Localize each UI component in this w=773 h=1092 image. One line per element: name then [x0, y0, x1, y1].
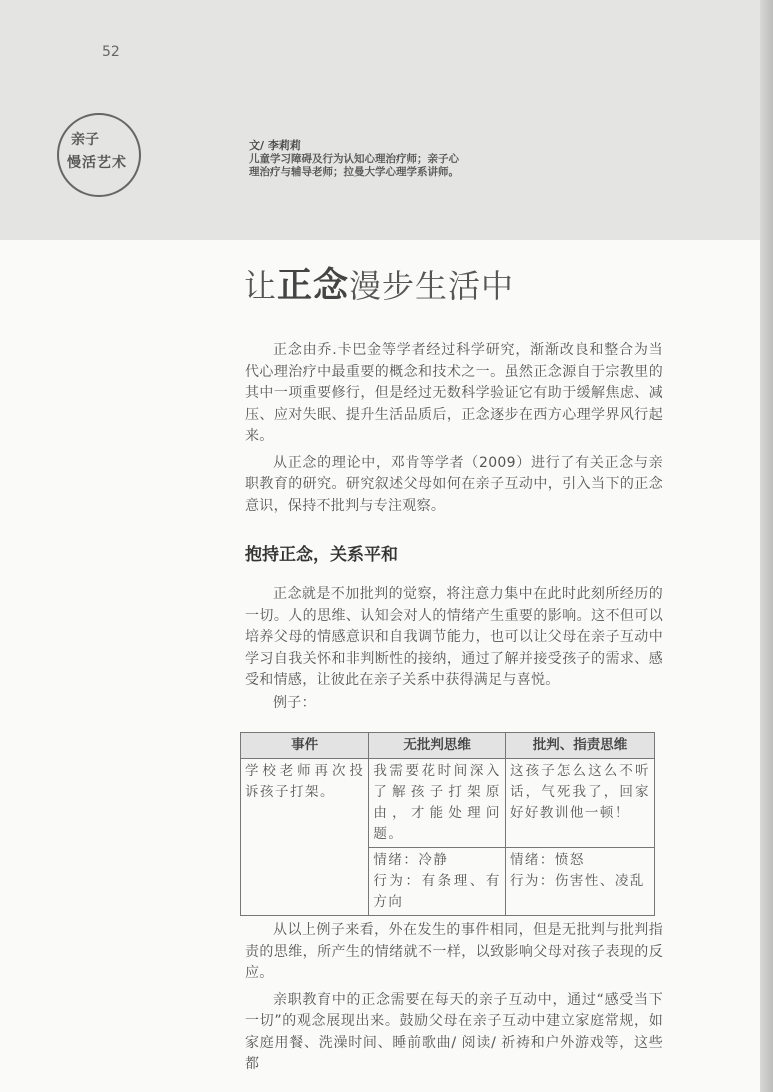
behavior: 行为：有条理、有方向 [373, 873, 501, 910]
behavior: 行为：伤害性、凌乱 [509, 873, 645, 889]
title-emphasis: 正念 [277, 266, 350, 306]
example-label: 例子： [273, 694, 316, 711]
paragraph: 正念就是不加批判的觉察，将注意力集中在此时此刻所经历的一切。人的思维、认知会对人的情绪产生重要的影响。这不但可以培养父母的情感意识和自我调节能力，也可以让父母在亲子互动中学习自我关怀和非判断性的接纳，通过了解并接受孩子的需求、感受和情感，让彼此在亲子关系中获得满足与喜悦。 [245, 586, 663, 688]
author-bio: 儿童学习障碍及行为认知心理治疗师；亲子心理治疗与辅导老师；拉曼大学心理学系讲师。 [249, 153, 459, 178]
paragraph: 亲职教育中的正念需要在每天的亲子互动中，通过“感受当下一切”的观念展现出来。鼓励父母在亲子互动中建立家庭常规，如家庭用餐、洗澡时间、睡前歌曲/ 阅读/ 祈祷和户外游戏等，这些都 [245, 991, 663, 1072]
emotion: 情绪：冷静 [373, 852, 449, 868]
column-badge-line1: 亲子 [71, 132, 99, 148]
section-heading: 抱持正念，关系平和 [245, 545, 398, 565]
table-cell [505, 848, 654, 916]
table-cell [369, 848, 506, 916]
title-part2: 漫步生活中 [349, 267, 515, 305]
table-header: 事件 [241, 733, 369, 759]
emotion: 情绪：愤怒 [509, 852, 585, 868]
author-byline: 文/ 李莉莉 [249, 139, 301, 152]
closing-text [245, 920, 663, 1081]
table-cell-event: 学校老师再次投诉孩子打架。 [241, 759, 369, 916]
column-badge [57, 113, 141, 197]
article-title [244, 258, 514, 308]
title-part1: 让 [244, 267, 278, 305]
page-edge [760, 0, 773, 1092]
column-badge-line2: 慢活艺术 [67, 155, 127, 171]
paragraph: 从正念的理论中，邓肯等学者（2009）进行了有关正念与亲职教育的研究。研究叙述父母如何在亲子互动中，引入当下的正念意识，保持不批判与专注观察。 [245, 454, 663, 514]
table-header: 无批判思维 [369, 733, 506, 759]
table-cell: 这孩子怎么这么不听话，气死我了，回家好好教训他一顿！ [505, 759, 654, 848]
intro-text [245, 340, 663, 522]
table-cell: 我需要花时间深入了解孩子打架原由，才能处理问题。 [369, 759, 506, 848]
paragraph: 从以上例子来看，外在发生的事件相同，但是无批判与批判指责的思维，所产生的情绪就不一样，以致影响父母对孩子表现的反应。 [245, 922, 663, 981]
paragraph: 正念由乔.卡巴金等学者经过科学研究，渐渐改良和整合为当代心理治疗中最重要的概念和技术之一。虽然正念源自于宗教里的其中一项重要修行，但是经过无数科学验证它有助于缓解焦虑、减压、应对失眠、提升生活品质后，正念逐步在西方心理学界风行起来。 [245, 342, 663, 444]
section-text [245, 584, 663, 719]
table-header: 批判、指责思维 [505, 733, 654, 759]
example-table [240, 732, 655, 916]
page-number: 52 [102, 44, 120, 60]
